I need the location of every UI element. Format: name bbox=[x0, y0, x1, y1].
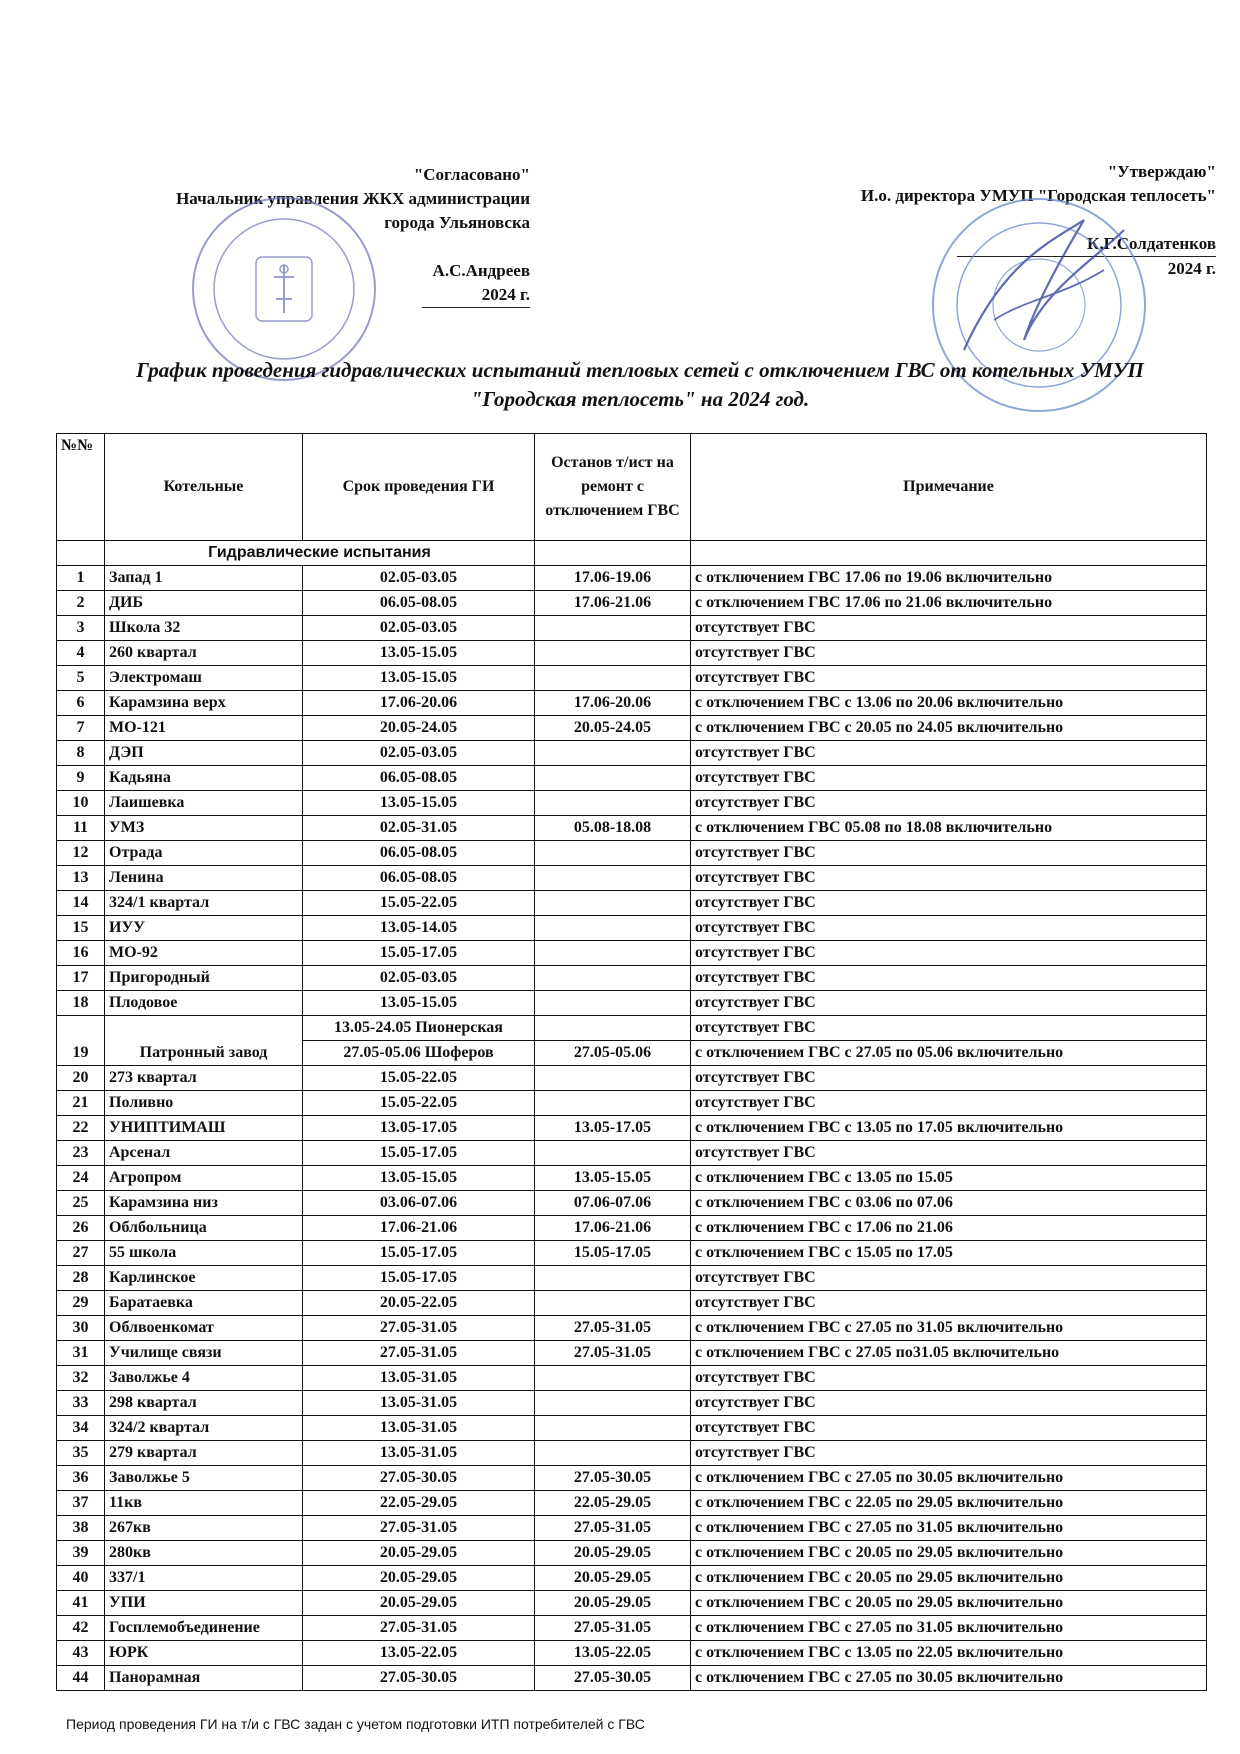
row-number: 25 bbox=[57, 1191, 105, 1216]
row-number: 24 bbox=[57, 1166, 105, 1191]
table-row bbox=[57, 1541, 1207, 1566]
row-note: отсутствует ГВС bbox=[691, 641, 1207, 666]
approval-left-position-line2: города Ульяновска bbox=[384, 213, 530, 232]
section-row bbox=[57, 541, 1207, 566]
row-stop-period bbox=[535, 841, 691, 866]
row-test-period: 06.05-08.05 bbox=[303, 591, 535, 616]
row-note: отсутствует ГВС bbox=[691, 916, 1207, 941]
row-stop-period bbox=[535, 1091, 691, 1116]
table-row bbox=[57, 591, 1207, 616]
row-test-period: 17.06-21.06 bbox=[303, 1216, 535, 1241]
table-row bbox=[57, 1066, 1207, 1091]
row-number: 37 bbox=[57, 1491, 105, 1516]
row-note: с отключением ГВС с 13.05 по 17.05 включительно bbox=[691, 1116, 1207, 1141]
row-stop-period: 27.05-31.05 bbox=[535, 1616, 691, 1641]
table-row bbox=[57, 741, 1207, 766]
row-boiler-name: Заволжье 5 bbox=[105, 1466, 303, 1491]
row-stop-period: 20.05-29.05 bbox=[535, 1541, 691, 1566]
row-boiler-name: Карлинское bbox=[105, 1266, 303, 1291]
row-note: с отключением ГВС 05.08 по 18.08 включительно bbox=[691, 816, 1207, 841]
row-stop-period bbox=[535, 1416, 691, 1441]
row-boiler-name: Запад 1 bbox=[105, 566, 303, 591]
row-test-period: 20.05-29.05 bbox=[303, 1541, 535, 1566]
row-boiler-name: 267кв bbox=[105, 1516, 303, 1541]
table-row bbox=[57, 1266, 1207, 1291]
row-number: 4 bbox=[57, 641, 105, 666]
row-boiler-name: Облвоенкомат bbox=[105, 1316, 303, 1341]
row-stop-period bbox=[535, 666, 691, 691]
table-row bbox=[57, 1291, 1207, 1316]
row-test-period: 02.05-03.05 bbox=[303, 616, 535, 641]
row-stop-period: 05.08-18.08 bbox=[535, 816, 691, 841]
row-test-period: 15.05-17.05 bbox=[303, 1266, 535, 1291]
table-row bbox=[57, 941, 1207, 966]
table-row bbox=[57, 1616, 1207, 1641]
row-test-period: 13.05-15.05 bbox=[303, 666, 535, 691]
row-note: отсутствует ГВС bbox=[691, 666, 1207, 691]
row-note: отсутствует ГВС bbox=[691, 1416, 1207, 1441]
row-test-period: 13.05-22.05 bbox=[303, 1641, 535, 1666]
row-number: 3 bbox=[57, 616, 105, 641]
header-stop: Останов т/ист на ремонт с отключением ГВС bbox=[535, 434, 691, 541]
row-boiler-name: Пригородный bbox=[105, 966, 303, 991]
row-test-period: 20.05-29.05 bbox=[303, 1591, 535, 1616]
row-note: с отключением ГВС с 20.05 по 29.05 включительно bbox=[691, 1541, 1207, 1566]
row-number: 27 bbox=[57, 1241, 105, 1266]
schedule-table bbox=[56, 433, 1207, 1691]
row-note: отсутствует ГВС bbox=[691, 966, 1207, 991]
row-boiler-name: 324/1 квартал bbox=[105, 891, 303, 916]
table-row bbox=[57, 666, 1207, 691]
row-stop-period: 13.05-15.05 bbox=[535, 1166, 691, 1191]
row-number: 42 bbox=[57, 1616, 105, 1641]
row-test-period: 13.05-17.05 bbox=[303, 1116, 535, 1141]
row-number: 11 bbox=[57, 816, 105, 841]
row-stop-period: 17.06-21.06 bbox=[535, 1216, 691, 1241]
row-test-period: 02.05-03.05 bbox=[303, 966, 535, 991]
row-test-period: 02.05-03.05 bbox=[303, 566, 535, 591]
row-test-period: 15.05-22.05 bbox=[303, 1066, 535, 1091]
row-note: отсутствует ГВС bbox=[691, 866, 1207, 891]
row-boiler-name: Патронный завод bbox=[105, 1016, 303, 1066]
table-row bbox=[57, 1466, 1207, 1491]
row-stop-period bbox=[535, 791, 691, 816]
row-test-period: 27.05-31.05 bbox=[303, 1341, 535, 1366]
row-note: с отключением ГВС 17.06 по 21.06 включительно bbox=[691, 591, 1207, 616]
row-note: отсутствует ГВС bbox=[691, 1141, 1207, 1166]
table-row bbox=[57, 1241, 1207, 1266]
row-stop-period: 27.05-30.05 bbox=[535, 1466, 691, 1491]
row-note: с отключением ГВС с 13.05 по 15.05 bbox=[691, 1166, 1207, 1191]
approval-right-signer: К.Г.Солдатенков bbox=[957, 232, 1216, 257]
row-test-period: 15.05-17.05 bbox=[303, 941, 535, 966]
table-row bbox=[57, 1141, 1207, 1166]
row-boiler-name: Школа 32 bbox=[105, 616, 303, 641]
table-row bbox=[57, 641, 1207, 666]
row-boiler-name: Училище связи bbox=[105, 1341, 303, 1366]
row-stop-period: 27.05-31.05 bbox=[535, 1341, 691, 1366]
row-stop-period: 20.05-29.05 bbox=[535, 1591, 691, 1616]
row-note: с отключением ГВС с 17.06 по 21.06 bbox=[691, 1216, 1207, 1241]
row-test-period: 02.05-03.05 bbox=[303, 741, 535, 766]
row-number: 41 bbox=[57, 1591, 105, 1616]
header-term: Срок проведения ГИ bbox=[303, 434, 535, 541]
row-test-period: 13.05-15.05 bbox=[303, 991, 535, 1016]
row-stop-period bbox=[535, 891, 691, 916]
row-boiler-name: Электромаш bbox=[105, 666, 303, 691]
approval-left-position-line1: Начальник управления ЖКХ администрации bbox=[176, 189, 530, 208]
row-number: 20 bbox=[57, 1066, 105, 1091]
row-number: 39 bbox=[57, 1541, 105, 1566]
row-test-period: 17.06-20.06 bbox=[303, 691, 535, 716]
table-row bbox=[57, 891, 1207, 916]
row-boiler-name: Облбольница bbox=[105, 1216, 303, 1241]
row-boiler-name: Плодовое bbox=[105, 991, 303, 1016]
row-stop-period bbox=[535, 991, 691, 1016]
row-boiler-name: ИУУ bbox=[105, 916, 303, 941]
row-test-period: 13.05-31.05 bbox=[303, 1366, 535, 1391]
table-row bbox=[57, 566, 1207, 591]
row-stop-period bbox=[535, 741, 691, 766]
row-boiler-name: МО-121 bbox=[105, 716, 303, 741]
row-stop-period bbox=[535, 1291, 691, 1316]
row-test-period: 13.05-31.05 bbox=[303, 1416, 535, 1441]
approval-left-signer: А.С.Андреев bbox=[432, 261, 530, 280]
row-boiler-name: УПИ bbox=[105, 1591, 303, 1616]
table-row bbox=[57, 1491, 1207, 1516]
row-note: с отключением ГВС с 22.05 по 29.05 включительно bbox=[691, 1491, 1207, 1516]
row-number: 23 bbox=[57, 1141, 105, 1166]
row-number: 5 bbox=[57, 666, 105, 691]
row-note: с отключением ГВС с 13.05 по 22.05 включительно bbox=[691, 1641, 1207, 1666]
row-number: 34 bbox=[57, 1416, 105, 1441]
table-row bbox=[57, 866, 1207, 891]
row-note: с отключением ГВС с 20.05 по 29.05 включительно bbox=[691, 1566, 1207, 1591]
row-number: 30 bbox=[57, 1316, 105, 1341]
table-row bbox=[57, 916, 1207, 941]
table-row bbox=[57, 691, 1207, 716]
row-stop-period bbox=[535, 916, 691, 941]
row-note: с отключением ГВС с 27.05 по 31.05 включительно bbox=[691, 1316, 1207, 1341]
row-note: с отключением ГВС с 27.05 по 30.05 включительно bbox=[691, 1466, 1207, 1491]
row-stop-period bbox=[535, 641, 691, 666]
row-test-period: 22.05-29.05 bbox=[303, 1491, 535, 1516]
row-note: отсутствует ГВС bbox=[691, 1366, 1207, 1391]
row-number: 9 bbox=[57, 766, 105, 791]
row-note: с отключением ГВС с 27.05 по 31.05 включительно bbox=[691, 1516, 1207, 1541]
row-boiler-name: Баратаевка bbox=[105, 1291, 303, 1316]
row-number: 13 bbox=[57, 866, 105, 891]
row-boiler-name: 279 квартал bbox=[105, 1441, 303, 1466]
row-note: отсутствует ГВС bbox=[691, 616, 1207, 641]
row-test-period: 06.05-08.05 bbox=[303, 766, 535, 791]
table-row bbox=[57, 1391, 1207, 1416]
row-number: 10 bbox=[57, 791, 105, 816]
row-test-period: 13.05-14.05 bbox=[303, 916, 535, 941]
row-test-period: 27.05-05.06 Шоферов bbox=[303, 1041, 535, 1066]
row-stop-period: 15.05-17.05 bbox=[535, 1241, 691, 1266]
seal-left-stamp bbox=[192, 197, 376, 381]
row-stop-period bbox=[535, 1141, 691, 1166]
row-test-period: 15.05-22.05 bbox=[303, 891, 535, 916]
table-row bbox=[57, 1316, 1207, 1341]
document-title-line2: "Городская теплосеть" на 2024 год. bbox=[470, 387, 810, 411]
row-number: 38 bbox=[57, 1516, 105, 1541]
row-stop-period bbox=[535, 966, 691, 991]
row-number: 1 bbox=[57, 566, 105, 591]
table-row bbox=[57, 966, 1207, 991]
row-boiler-name: 324/2 квартал bbox=[105, 1416, 303, 1441]
row-boiler-name: ЮРК bbox=[105, 1641, 303, 1666]
row-note: отсутствует ГВС bbox=[691, 1266, 1207, 1291]
row-note: с отключением ГВС с 13.06 по 20.06 включительно bbox=[691, 691, 1207, 716]
row-note: с отключением ГВС с 20.05 по 24.05 включительно bbox=[691, 716, 1207, 741]
row-note: отсутствует ГВС bbox=[691, 1066, 1207, 1091]
row-boiler-name: Агропром bbox=[105, 1166, 303, 1191]
table-row bbox=[57, 1341, 1207, 1366]
row-test-period: 06.05-08.05 bbox=[303, 866, 535, 891]
row-boiler-name: 55 школа bbox=[105, 1241, 303, 1266]
table-row bbox=[57, 1441, 1207, 1466]
row-number: 28 bbox=[57, 1266, 105, 1291]
row-stop-period: 17.06-19.06 bbox=[535, 566, 691, 591]
row-number: 17 bbox=[57, 966, 105, 991]
row-boiler-name: 273 квартал bbox=[105, 1066, 303, 1091]
row-note: с отключением ГВС с 27.05 по 05.06 включительно bbox=[691, 1041, 1207, 1066]
row-test-period: 20.05-24.05 bbox=[303, 716, 535, 741]
table-row bbox=[57, 766, 1207, 791]
row-number: 44 bbox=[57, 1666, 105, 1691]
row-stop-period bbox=[535, 616, 691, 641]
approval-right-label: "Утверждаю" bbox=[1107, 162, 1216, 181]
table-header-row bbox=[57, 434, 1207, 541]
row-note: отсутствует ГВС bbox=[691, 841, 1207, 866]
row-stop-period: 17.06-21.06 bbox=[535, 591, 691, 616]
table-row bbox=[57, 1116, 1207, 1141]
row-boiler-name: ДЭП bbox=[105, 741, 303, 766]
row-stop-period bbox=[535, 1391, 691, 1416]
table-row bbox=[57, 616, 1207, 641]
row-number: 36 bbox=[57, 1466, 105, 1491]
row-number: 43 bbox=[57, 1641, 105, 1666]
table-row bbox=[57, 1191, 1207, 1216]
row-test-period: 13.05-15.05 bbox=[303, 641, 535, 666]
table-row bbox=[57, 1666, 1207, 1691]
row-boiler-name: Арсенал bbox=[105, 1141, 303, 1166]
row-number: 40 bbox=[57, 1566, 105, 1591]
seal-left-graphic bbox=[194, 199, 374, 379]
row-number: 33 bbox=[57, 1391, 105, 1416]
row-note: отсутствует ГВС bbox=[691, 1391, 1207, 1416]
table-row bbox=[57, 991, 1207, 1016]
row-number: 7 bbox=[57, 716, 105, 741]
row-stop-period bbox=[535, 866, 691, 891]
row-stop-period bbox=[535, 1366, 691, 1391]
row-test-period: 15.05-17.05 bbox=[303, 1141, 535, 1166]
document-title bbox=[70, 356, 1210, 414]
table-row bbox=[57, 1016, 1207, 1041]
row-stop-period: 07.06-07.06 bbox=[535, 1191, 691, 1216]
row-test-period: 27.05-30.05 bbox=[303, 1466, 535, 1491]
table-row bbox=[57, 1416, 1207, 1441]
row-stop-period bbox=[535, 766, 691, 791]
row-stop-period: 27.05-31.05 bbox=[535, 1316, 691, 1341]
row-stop-period: 27.05-31.05 bbox=[535, 1516, 691, 1541]
table-row bbox=[57, 1091, 1207, 1116]
row-stop-period: 20.05-29.05 bbox=[535, 1566, 691, 1591]
table-row bbox=[57, 1216, 1207, 1241]
row-note: отсутствует ГВС bbox=[691, 791, 1207, 816]
row-boiler-name: Поливно bbox=[105, 1091, 303, 1116]
row-note: отсутствует ГВС bbox=[691, 1291, 1207, 1316]
approval-right-position: И.о. директора УМУП "Городская теплосеть" bbox=[860, 186, 1216, 205]
table-row bbox=[57, 816, 1207, 841]
row-boiler-name: МО-92 bbox=[105, 941, 303, 966]
row-test-period: 15.05-17.05 bbox=[303, 1241, 535, 1266]
row-test-period: 13.05-15.05 bbox=[303, 1166, 535, 1191]
row-note: отсутствует ГВС bbox=[691, 766, 1207, 791]
row-test-period: 15.05-22.05 bbox=[303, 1091, 535, 1116]
row-boiler-name: 298 квартал bbox=[105, 1391, 303, 1416]
row-number: 15 bbox=[57, 916, 105, 941]
row-number: 19 bbox=[57, 1016, 105, 1066]
row-boiler-name: Заволжье 4 bbox=[105, 1366, 303, 1391]
row-number: 2 bbox=[57, 591, 105, 616]
approval-right-year: 2024 г. bbox=[1167, 259, 1216, 278]
row-test-period: 02.05-31.05 bbox=[303, 816, 535, 841]
table-row bbox=[57, 1591, 1207, 1616]
row-boiler-name: Кадьяна bbox=[105, 766, 303, 791]
row-boiler-name: 260 квартал bbox=[105, 641, 303, 666]
row-test-period: 06.05-08.05 bbox=[303, 841, 535, 866]
row-number: 26 bbox=[57, 1216, 105, 1241]
table-row bbox=[57, 841, 1207, 866]
table-row bbox=[57, 1366, 1207, 1391]
row-number: 12 bbox=[57, 841, 105, 866]
row-boiler-name: ДИБ bbox=[105, 591, 303, 616]
row-test-period: 13.05-31.05 bbox=[303, 1441, 535, 1466]
row-note: с отключением ГВС с 27.05 по31.05 включительно bbox=[691, 1341, 1207, 1366]
row-stop-period bbox=[535, 1441, 691, 1466]
row-note: отсутствует ГВС bbox=[691, 741, 1207, 766]
row-boiler-name: Карамзина верх bbox=[105, 691, 303, 716]
row-test-period: 13.05-24.05 Пионерская bbox=[303, 1016, 535, 1041]
row-number: 18 bbox=[57, 991, 105, 1016]
table-row bbox=[57, 1166, 1207, 1191]
row-note: отсутствует ГВС bbox=[691, 941, 1207, 966]
approval-left-year: 2024 г. bbox=[422, 283, 530, 308]
table-row bbox=[57, 1641, 1207, 1666]
table-row bbox=[57, 1566, 1207, 1591]
row-note: отсутствует ГВС bbox=[691, 891, 1207, 916]
row-test-period: 27.05-30.05 bbox=[303, 1666, 535, 1691]
row-number: 32 bbox=[57, 1366, 105, 1391]
row-boiler-name: 337/1 bbox=[105, 1566, 303, 1591]
row-note: с отключением ГВС с 27.05 по 30.05 включительно bbox=[691, 1666, 1207, 1691]
row-test-period: 27.05-31.05 bbox=[303, 1616, 535, 1641]
row-boiler-name: Лаишевка bbox=[105, 791, 303, 816]
row-number: 6 bbox=[57, 691, 105, 716]
row-boiler-name: УНИПТИМАШ bbox=[105, 1116, 303, 1141]
row-stop-period: 22.05-29.05 bbox=[535, 1491, 691, 1516]
table-row bbox=[57, 1516, 1207, 1541]
row-stop-period: 17.06-20.06 bbox=[535, 691, 691, 716]
row-number: 21 bbox=[57, 1091, 105, 1116]
row-boiler-name: Ленина bbox=[105, 866, 303, 891]
row-note: с отключением ГВС 17.06 по 19.06 включительно bbox=[691, 566, 1207, 591]
row-test-period: 27.05-31.05 bbox=[303, 1316, 535, 1341]
row-note: отсутствует ГВС bbox=[691, 991, 1207, 1016]
row-number: 31 bbox=[57, 1341, 105, 1366]
row-stop-period bbox=[535, 941, 691, 966]
row-test-period: 03.06-07.06 bbox=[303, 1191, 535, 1216]
row-test-period: 20.05-29.05 bbox=[303, 1566, 535, 1591]
row-number: 14 bbox=[57, 891, 105, 916]
row-number: 22 bbox=[57, 1116, 105, 1141]
row-stop-period bbox=[535, 1066, 691, 1091]
header-name: Котельные bbox=[105, 434, 303, 541]
row-stop-period bbox=[535, 1016, 691, 1041]
footnote: Период проведения ГИ на т/и с ГВС задан с учетом подготовки ИТП потребителей с ГВС bbox=[66, 1716, 645, 1732]
row-stop-period: 13.05-22.05 bbox=[535, 1641, 691, 1666]
row-stop-period: 20.05-24.05 bbox=[535, 716, 691, 741]
row-number: 35 bbox=[57, 1441, 105, 1466]
row-number: 16 bbox=[57, 941, 105, 966]
section-label: Гидравлические испытания bbox=[105, 541, 535, 566]
table-row bbox=[57, 716, 1207, 741]
row-boiler-name: Карамзина низ bbox=[105, 1191, 303, 1216]
approval-left-label: "Согласовано" bbox=[413, 165, 530, 184]
row-stop-period bbox=[535, 1266, 691, 1291]
table-row bbox=[57, 791, 1207, 816]
document-title-line1: График проведения гидравлических испытаний тепловых сетей с отключением ГВС от котельных УМУП bbox=[136, 358, 1144, 382]
row-boiler-name: 280кв bbox=[105, 1541, 303, 1566]
row-stop-period: 27.05-30.05 bbox=[535, 1666, 691, 1691]
row-test-period: 13.05-31.05 bbox=[303, 1391, 535, 1416]
row-number: 8 bbox=[57, 741, 105, 766]
row-note: с отключением ГВС с 20.05 по 29.05 включительно bbox=[691, 1591, 1207, 1616]
row-note: с отключением ГВС с 15.05 по 17.05 bbox=[691, 1241, 1207, 1266]
row-note: отсутствует ГВС bbox=[691, 1441, 1207, 1466]
header-note: Примечание bbox=[691, 434, 1207, 541]
row-boiler-name: Отрада bbox=[105, 841, 303, 866]
header-num: №№ bbox=[57, 434, 105, 541]
row-note: отсутствует ГВС bbox=[691, 1016, 1207, 1041]
row-boiler-name: Госплемобъединение bbox=[105, 1616, 303, 1641]
row-number: 29 bbox=[57, 1291, 105, 1316]
row-test-period: 13.05-15.05 bbox=[303, 791, 535, 816]
row-boiler-name: 11кв bbox=[105, 1491, 303, 1516]
row-test-period: 27.05-31.05 bbox=[303, 1516, 535, 1541]
row-stop-period: 27.05-05.06 bbox=[535, 1041, 691, 1066]
row-boiler-name: Панорамная bbox=[105, 1666, 303, 1691]
row-note: с отключением ГВС с 03.06 по 07.06 bbox=[691, 1191, 1207, 1216]
row-note: с отключением ГВС с 27.05 по 31.05 включительно bbox=[691, 1616, 1207, 1641]
row-stop-period: 13.05-17.05 bbox=[535, 1116, 691, 1141]
row-test-period: 20.05-22.05 bbox=[303, 1291, 535, 1316]
row-boiler-name: УМЗ bbox=[105, 816, 303, 841]
row-note: отсутствует ГВС bbox=[691, 1091, 1207, 1116]
